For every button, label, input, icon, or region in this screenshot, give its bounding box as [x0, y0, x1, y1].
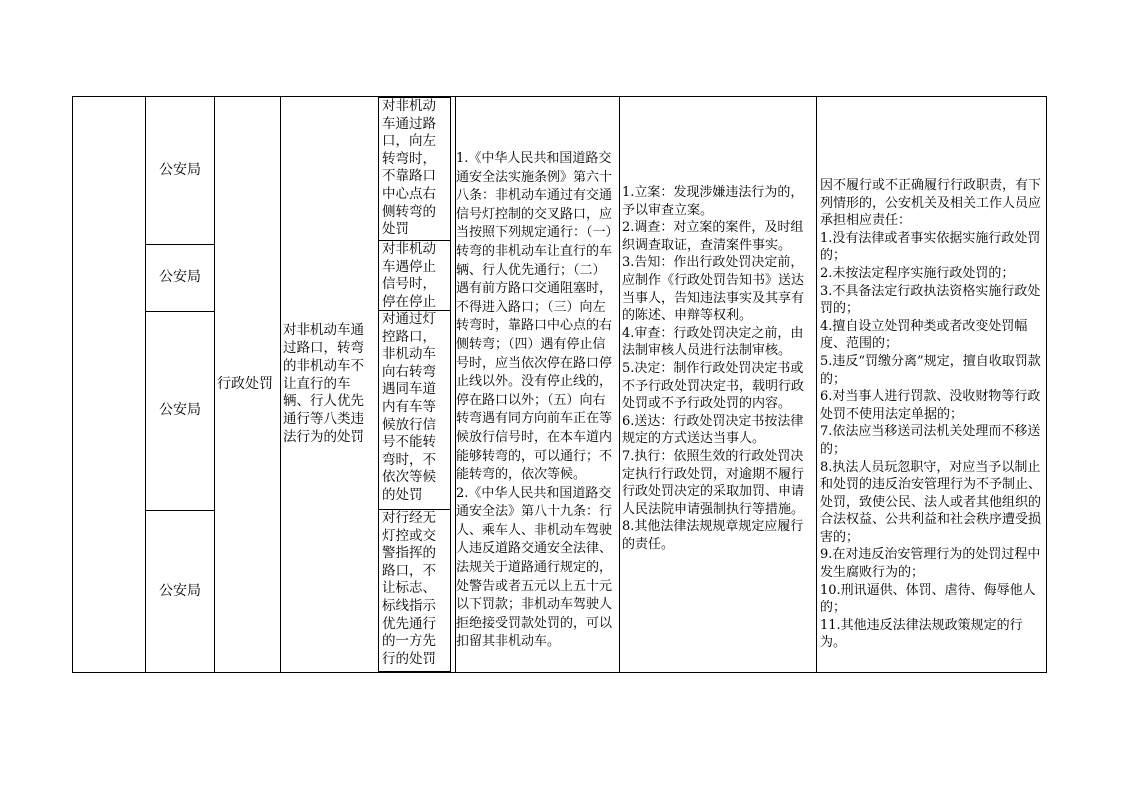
accountability-item: 7.依法应当移送司法机关处理而不移送的；: [820, 424, 1041, 457]
sub-item-2: 对非机动车遇停止信号时，停在停止: [378, 240, 451, 311]
category-cell: 行政处罚: [217, 375, 273, 392]
accountability-item: 3.不具备法定行政执法资格实施行政处罚的；: [820, 283, 1041, 317]
accountability-intro: 因不履行或不正确履行行政职责，有下列情形的，公安机关及相关工作人员应承担相应责任：: [820, 178, 1042, 229]
accountability-item: 11.其他违反法律法规政策规定的行为。: [820, 617, 1023, 651]
power-name-cell: 对非机动车通过路口，转弯的非机动车不让直行的车辆、行人优先通行等八类违法行为的处罚: [283, 322, 364, 445]
accountability-item: 8.执法人员玩忽职守，对应当予以制止和处罚的违反治安管理行为不予制止、处罚，致使公民、法人或者其他组织的合法权益、公共利益和社会秩序遭受损害的；: [820, 459, 1042, 545]
department-cell-1: 公安局: [159, 161, 201, 178]
responsibility-item: 6.送达：行政处罚决定书按法律规定的方式送达当事人。: [622, 413, 804, 447]
department-cell-4: 公安局: [159, 582, 201, 599]
department-cell-3: 公安局: [159, 402, 201, 419]
responsibility-item: 7.执行：依照生效的行政处罚决定执行行政处罚，对逾期不履行行政处罚决定的采取加罚、申请人民法院申请强制执行等措施。: [622, 448, 805, 517]
col-border-6: [619, 96, 620, 673]
responsibility-item: 4.审查：行政处罚决定之前，由法制审核人员进行法制审核。: [622, 325, 804, 359]
col-border-7: [816, 96, 817, 673]
responsibilities-cell: [621, 184, 816, 672]
accountability-item: 2.未按法定程序实施行政处罚的；: [820, 265, 1015, 281]
sub-item-1: 对非机动车通过路口，向左转弯时，不靠路口中心点右侧转弯的处罚: [378, 97, 451, 241]
responsibility-item: 3.告知：作出行政处罚决定前，应制作《行政处罚告知书》送达当事人，告知违法事实及其享有的陈述、申辩等权利。: [622, 255, 805, 324]
responsibility-item: 8.其他法律法规规章规定应履行的责任。: [622, 519, 804, 552]
department-cell-2: 公安局: [159, 269, 201, 286]
col-border-0: [72, 96, 73, 673]
responsibility-item: 2.调查：对立案的案件，及时组织调查取证，查清案件事实。: [622, 220, 804, 253]
accountability-item: 10.刑讯逼供、体罚、虐待、侮辱他人的；: [820, 582, 1036, 616]
col-border-8: [1046, 96, 1047, 673]
accountability-item: 9.在对违反治安管理行为的处罚过程中发生腐败行为的；: [820, 547, 1041, 581]
accountability-item: 6.对当事人进行罚款、没收财物等行政处罚不使用法定单据的；: [820, 389, 1041, 422]
accountability-item: 1.没有法律或者事实依据实施行政处罚的；: [820, 230, 1041, 264]
responsibility-item: 1.立案：发现涉嫌违法行为的，予以审查立案。: [622, 185, 804, 218]
accountability-item: 4.擅自设立处罚种类或者改变处罚幅度、范围的；: [820, 318, 1028, 352]
responsibility-item: 5.决定：制作行政处罚决定书或不予行政处罚决定书，载明行政处罚或不予行政处罚的内容。: [622, 360, 805, 412]
table-bottom-border: [72, 672, 1047, 673]
sub-item-4: 对行经无灯控或交警指挥的路口，不让标志、标线指示优先通行的一方先行的处罚: [378, 509, 451, 672]
sub-item-3: 对通过灯控路口，非机动车向右转弯遇同车道内有车等候放行信号不能转弯时，不依次等候的处罚: [378, 310, 451, 510]
accountability-cell: [818, 177, 1046, 672]
accountability-item: 5.违反“罚缴分离”规定，擅自收取罚款的；: [820, 353, 1041, 387]
legal-basis-cell: 1.《中华人民共和国道路交通安全法实施条例》第六十八条：非机动车通过有交通信号灯控制的交叉路口，应当按照下列规定通行：（一）转弯的非机动车让直行的车辆、行人优先通行；（二）遇有前方路口交通阻塞时，不得进入路口；（三）向左转弯时，靠路口中心点的右侧转弯；（四）遇有停止信号时，应当依次停在路口停止线以外。没有停止线的，停在路口以外；（五）向右转弯遇有同方向前车正在等候放行信号时，在本车道内能够转弯的，可以通行；不能转弯的，依次等候。 2.《中华人民共和国道路交通安全法》第八十九条：行人、乘车人、非机动车驾驶人违反道路交通安全法律、法规关于道路通行规定的，处警告或者五元以上五十元以下罚款；非机动车驾驶人拒绝接受罚款处罚的，可以扣留其非机动车。: [456, 151, 613, 650]
